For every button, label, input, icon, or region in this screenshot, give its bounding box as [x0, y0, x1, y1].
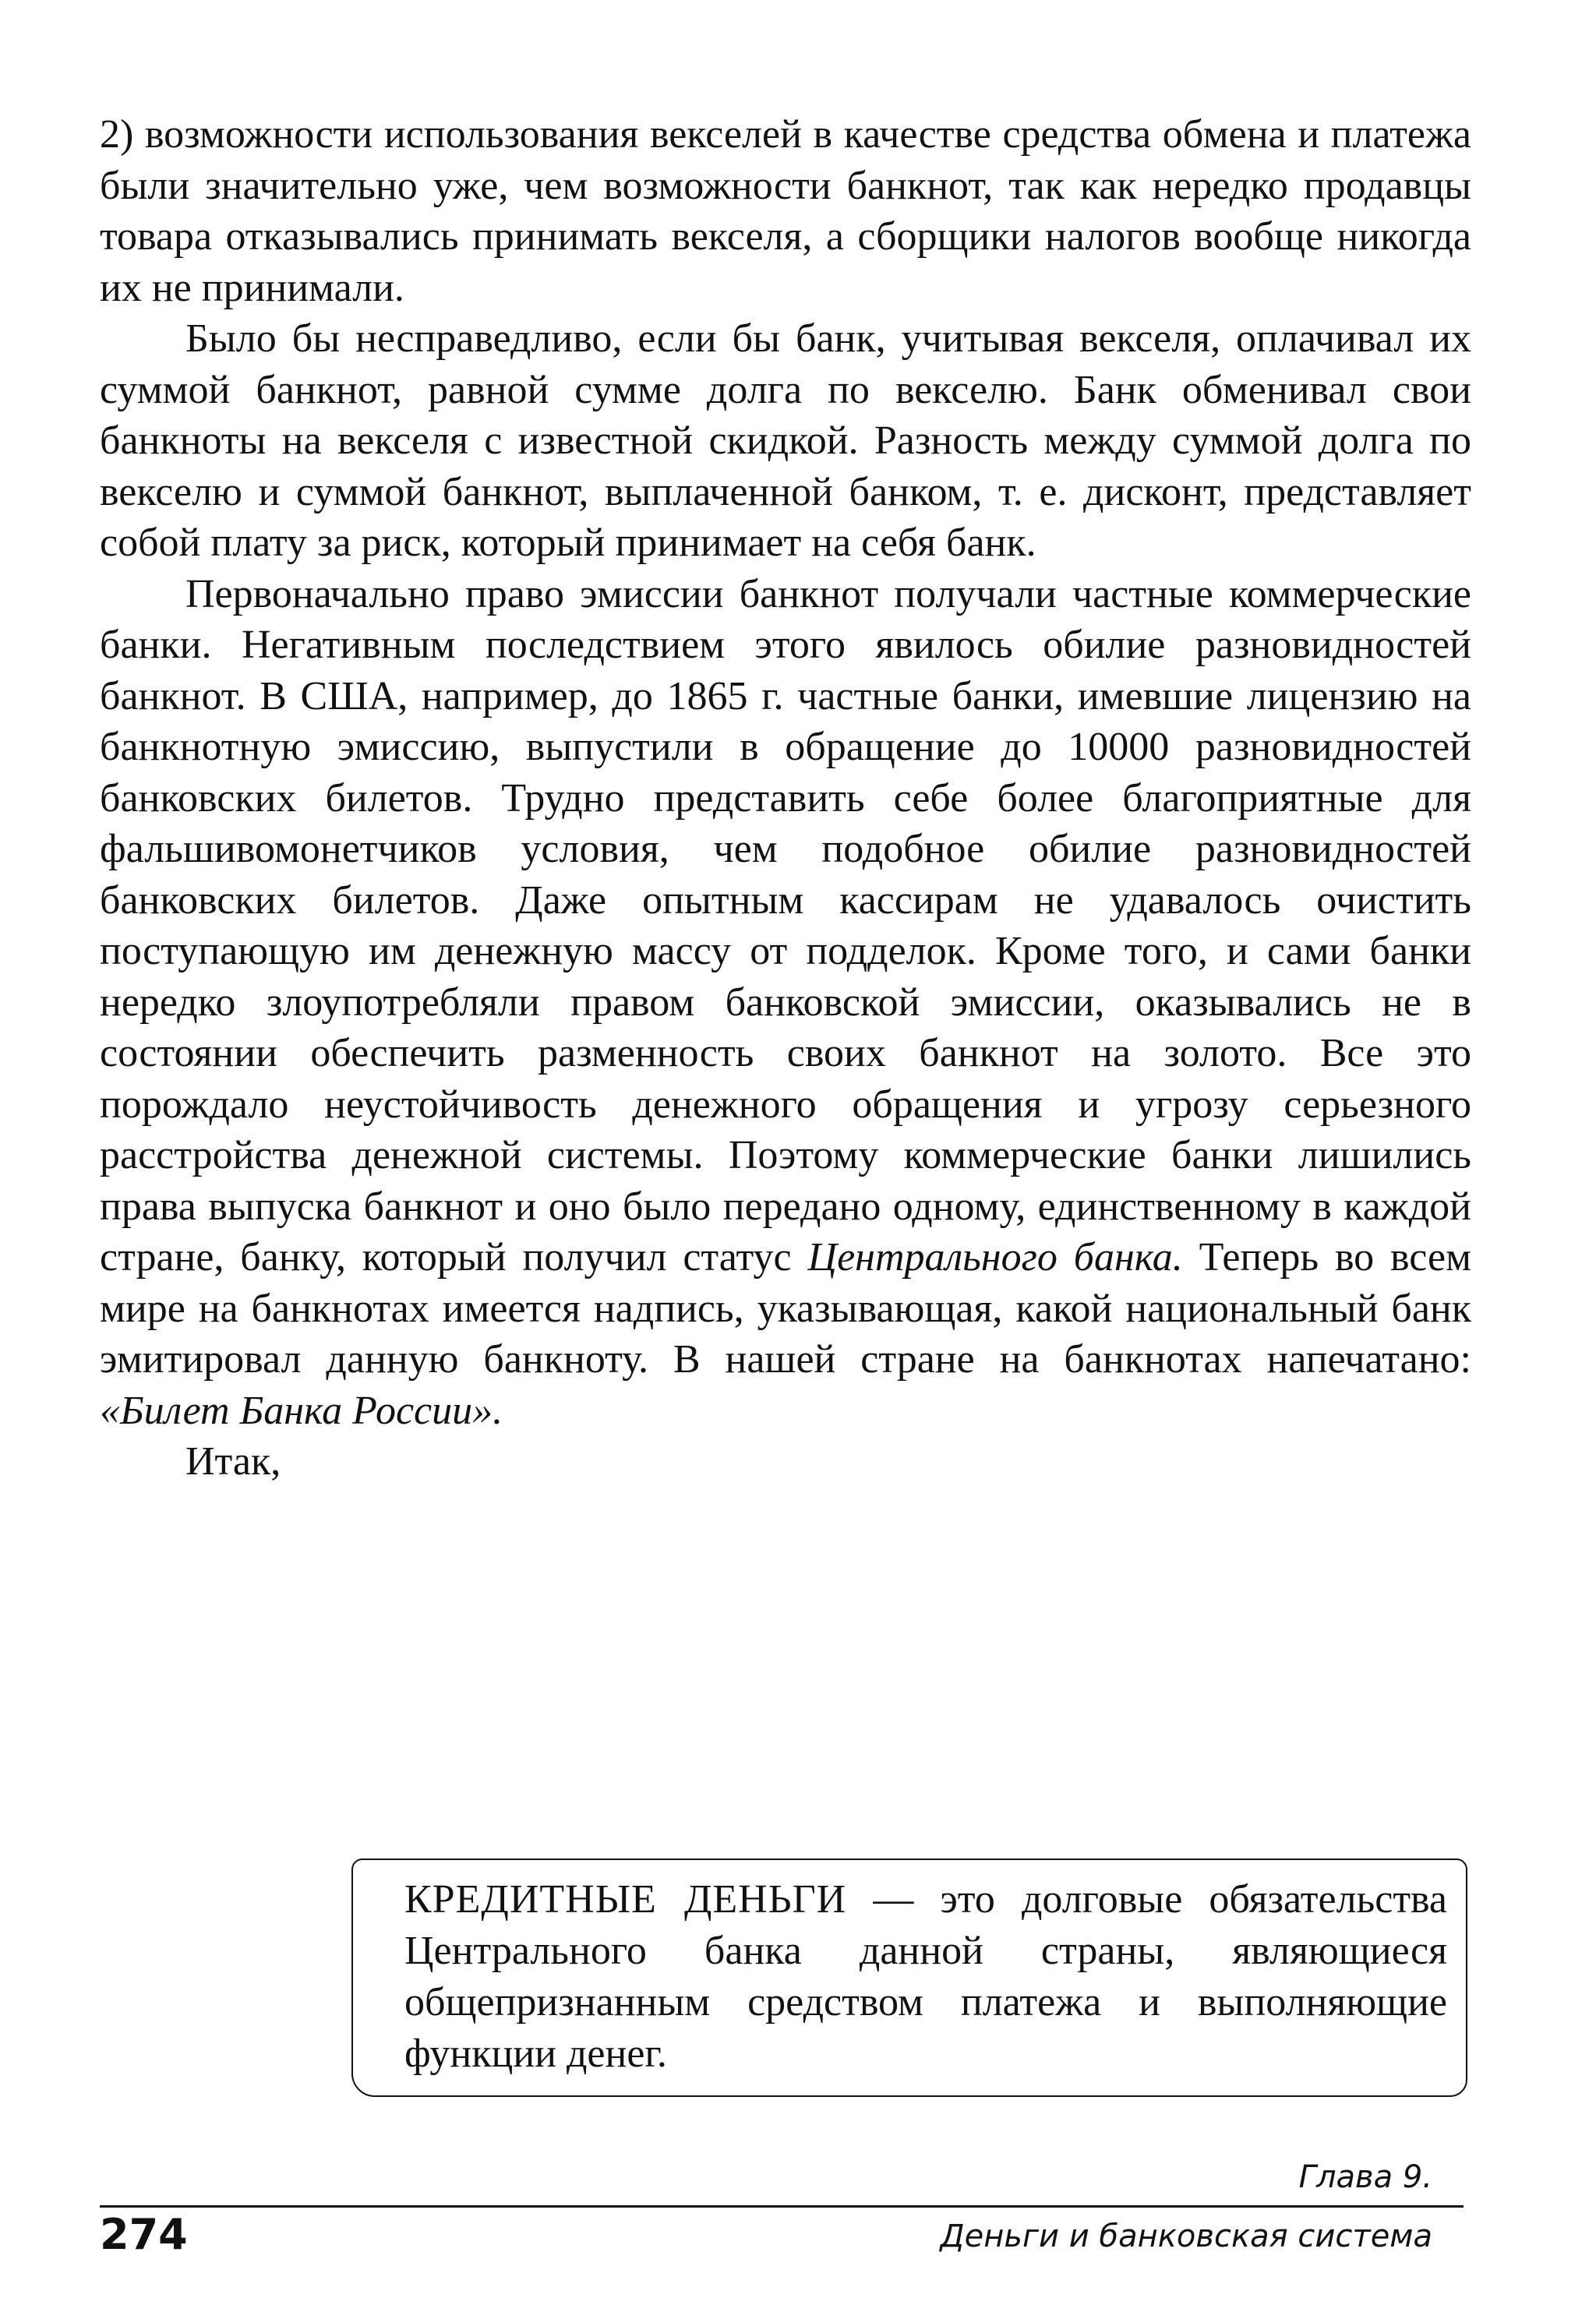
paragraph-3-continued: Теперь во всем мире на банкнотах имеется надпись, указывающая, какой национальный банк эмитировал данную банкноту. В нашей стране на банкнотах напечатано: [100, 1235, 1471, 1382]
paragraph-1: 2) возможности использования векселей в качестве средства обмена и платежа были значительно уже, чем возможности банкнот, так как нередко продавцы товара отказывались принимать векселя, а сборщики налогов вообще никогда их не принимали. [100, 112, 1471, 310]
central-bank-term: Центрального банка. [807, 1235, 1183, 1280]
paragraph-2: Было бы несправедливо, если бы банк, учитывая векселя, оплачивал их суммой банкнот, равной сумме долга по векселю. Банк обменивал свои банкноты на векселя с известной скидкой. Разность между суммой долга по векселю и суммой банкнот, выплаченной банком, т. е. дисконт, представляет собой плату за риск, который принимает на себя банк. [100, 316, 1471, 565]
definition-text: — это долговые обязательства Центрального банка данной страны, являющиеся общепризнанным средством платежа и выполняющие функции денег. [404, 1877, 1447, 2076]
definition-box [351, 1858, 1467, 2097]
paragraph-3 [100, 569, 1471, 1437]
body-text [100, 109, 1471, 1488]
definition-term: КРЕДИТНЫЕ ДЕНЬГИ [404, 1877, 847, 1922]
footer-rule [100, 2205, 1464, 2208]
page-footer [100, 2159, 1464, 2291]
banknote-inscription-quote: «Билет Банка России». [100, 1388, 503, 1433]
chapter-title: Деньги и банковская система [940, 2219, 1432, 2254]
paragraph-3-text: Первоначально право эмиссии банкнот получали частные коммерческие банки. Негативным последствием этого явилось обилие разновидностей банкнот. В США, например, до 1865 г. частные банки, имевшие лицензию на банкнотную эмиссию, выпустили в обращение до 10000 разновидностей банковских билетов. Трудно представить себе более благоприятные для фальшивомонетчиков условия, чем подобное обилие разновидностей банковских билетов. Даже опытным кассирам не удавалось очистить поступающую им денежную массу от подделок. Кроме того, и сами банки нередко злоупотребляли правом банковской эмиссии, оказывались не в состоянии обеспечить разменность своих банкнот на золото. Все это порождало неустойчивость денежного обращения и угрозу серьезного расстройства денежной системы. Поэтому коммерческие банки лишились права выпуска банкнот и оно было передано одному, единственному в каждой стране, банку, который получил статус [100, 571, 1471, 1280]
chapter-number: Глава 9. [1298, 2159, 1432, 2195]
page-number: 274 [100, 2210, 188, 2259]
paragraph-4: Итак, [185, 1439, 281, 1484]
